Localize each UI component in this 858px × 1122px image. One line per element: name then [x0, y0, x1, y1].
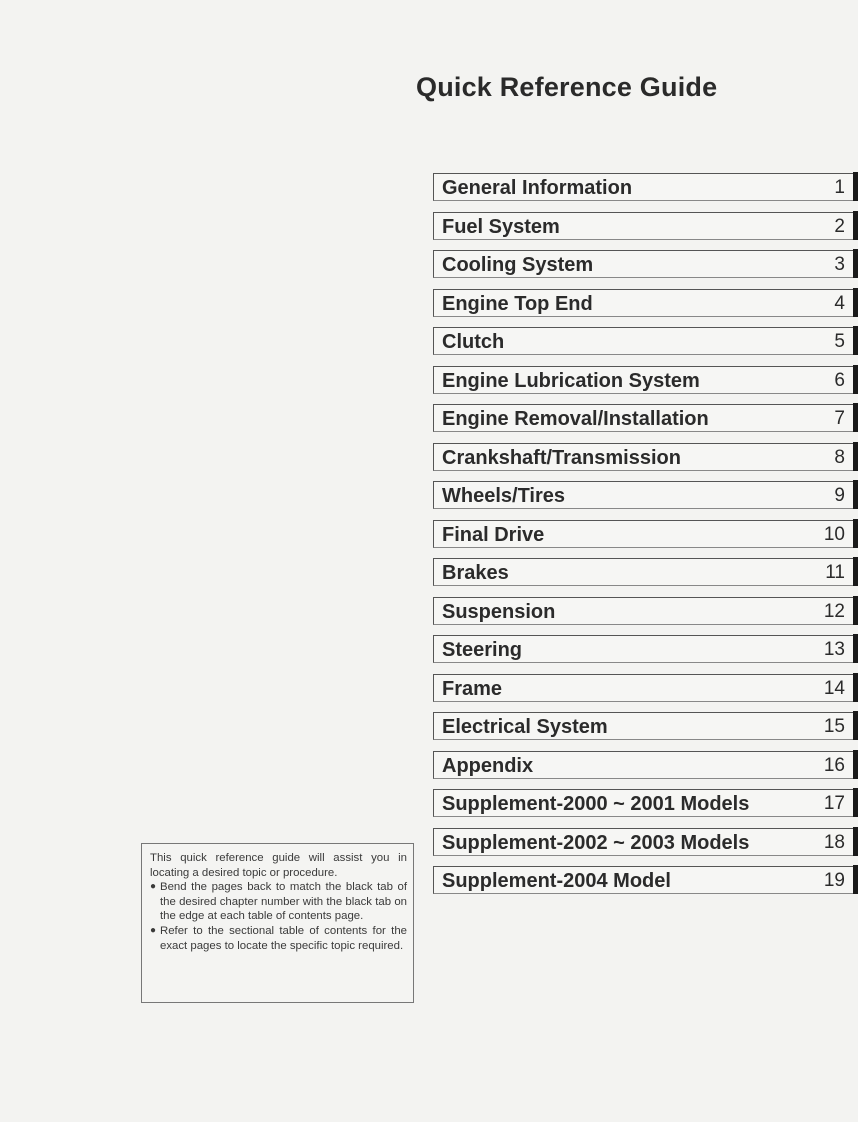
chapter-label: Supplement-2002 ~ 2003 Models — [442, 831, 750, 854]
black-tab — [853, 172, 858, 201]
chapter-row-engine-top-end[interactable] — [433, 289, 858, 317]
chapter-number: 9 — [834, 485, 845, 506]
chapter-row-brakes[interactable] — [433, 558, 858, 586]
chapter-row-supplement-2002-2003[interactable] — [433, 828, 858, 856]
bullet-icon: ● — [150, 924, 157, 936]
chapter-number: 14 — [823, 677, 845, 699]
chapter-label: Wheels/Tires — [442, 485, 566, 507]
chapter-number: 10 — [823, 523, 845, 545]
black-tab — [853, 211, 858, 240]
chapter-row-crankshaft-transmission[interactable] — [433, 443, 858, 471]
chapter-row-supplement-2004[interactable] — [433, 866, 858, 894]
chapter-number: 12 — [823, 600, 845, 622]
chapter-row-clutch[interactable] — [433, 327, 858, 355]
black-tab — [853, 365, 858, 394]
instruction-bullet — [150, 880, 407, 924]
chapter-number: 17 — [823, 793, 845, 814]
black-tab — [853, 827, 858, 856]
chapter-row-cooling-system[interactable] — [433, 250, 858, 278]
chapter-row-engine-removal-installation[interactable] — [433, 404, 858, 432]
chapter-row-suspension[interactable] — [433, 597, 858, 625]
chapter-label: Appendix — [442, 754, 534, 777]
chapter-label: Crankshaft/Transmission — [442, 446, 681, 469]
chapter-row-wheels-tires[interactable] — [433, 481, 858, 509]
guide-instructions-box — [141, 843, 414, 1003]
chapter-row-engine-lubrication-system[interactable] — [433, 366, 858, 394]
chapter-number: 5 — [834, 331, 845, 352]
chapter-number: 11 — [825, 562, 845, 583]
black-tab — [853, 442, 858, 471]
chapter-number: 7 — [834, 408, 845, 429]
chapter-row-electrical-system[interactable] — [433, 712, 858, 740]
black-tab — [853, 557, 858, 586]
chapter-label: Fuel System — [442, 215, 560, 238]
chapter-label: Supplement-2000 ~ 2001 Models — [442, 793, 750, 815]
bullet-icon: ● — [150, 881, 157, 893]
black-tab — [853, 788, 858, 817]
chapter-row-final-drive[interactable] — [433, 520, 858, 548]
chapter-number: 13 — [823, 639, 845, 660]
chapter-label: General Information — [442, 177, 633, 199]
chapter-number: 18 — [823, 831, 845, 853]
chapter-number: 2 — [834, 215, 845, 237]
chapter-label: Electrical System — [442, 716, 608, 738]
chapter-row-steering[interactable] — [433, 635, 858, 663]
black-tab — [853, 249, 858, 278]
chapter-row-general-information[interactable] — [433, 173, 858, 201]
chapter-label: Engine Top End — [442, 292, 593, 315]
chapter-label: Steering — [442, 639, 523, 661]
black-tab — [853, 326, 858, 355]
chapter-label: Engine Lubrication System — [442, 369, 700, 392]
chapter-row-supplement-2000-2001[interactable] — [433, 789, 858, 817]
instruction-bullet — [150, 924, 407, 953]
page-title: Quick Reference Guide — [416, 72, 718, 102]
chapter-label: Engine Removal/Installation — [442, 408, 709, 430]
chapter-number: 6 — [834, 369, 845, 391]
black-tab — [853, 288, 858, 317]
chapter-label: Supplement-2004 Model — [442, 870, 671, 892]
chapter-label: Cooling System — [442, 254, 594, 276]
chapter-label: Suspension — [442, 600, 556, 623]
chapter-number: 19 — [823, 870, 845, 891]
chapter-label: Final Drive — [442, 523, 545, 546]
black-tab — [853, 596, 858, 625]
chapter-label: Brakes — [442, 562, 509, 584]
chapter-list — [433, 173, 858, 905]
instruction-text: Refer to the sectional table of contents for the exact pages to locate the specific topic required. — [160, 924, 407, 952]
chapter-number: 8 — [834, 446, 845, 468]
black-tab — [853, 750, 858, 779]
chapter-number: 15 — [823, 716, 845, 737]
black-tab — [853, 711, 858, 740]
chapter-number: 16 — [823, 754, 845, 776]
chapter-row-frame[interactable] — [433, 674, 858, 702]
chapter-label: Frame — [442, 677, 503, 700]
chapter-number: 1 — [834, 177, 845, 198]
black-tab — [853, 634, 858, 663]
chapter-number: 3 — [834, 254, 845, 275]
black-tab — [853, 865, 858, 894]
black-tab — [853, 480, 858, 509]
black-tab — [853, 673, 858, 702]
instruction-text: Bend the pages back to match the black tab of the desired chapter number with the black tab on the edge at each table of contents page. — [160, 881, 407, 923]
chapter-row-fuel-system[interactable] — [433, 212, 858, 240]
black-tab — [853, 519, 858, 548]
black-tab — [853, 403, 858, 432]
instructions-intro: This quick reference guide will assist you in locating a desired topic or procedure. — [150, 852, 407, 879]
chapter-number: 4 — [834, 292, 845, 314]
chapter-row-appendix[interactable] — [433, 751, 858, 779]
chapter-label: Clutch — [442, 331, 505, 353]
